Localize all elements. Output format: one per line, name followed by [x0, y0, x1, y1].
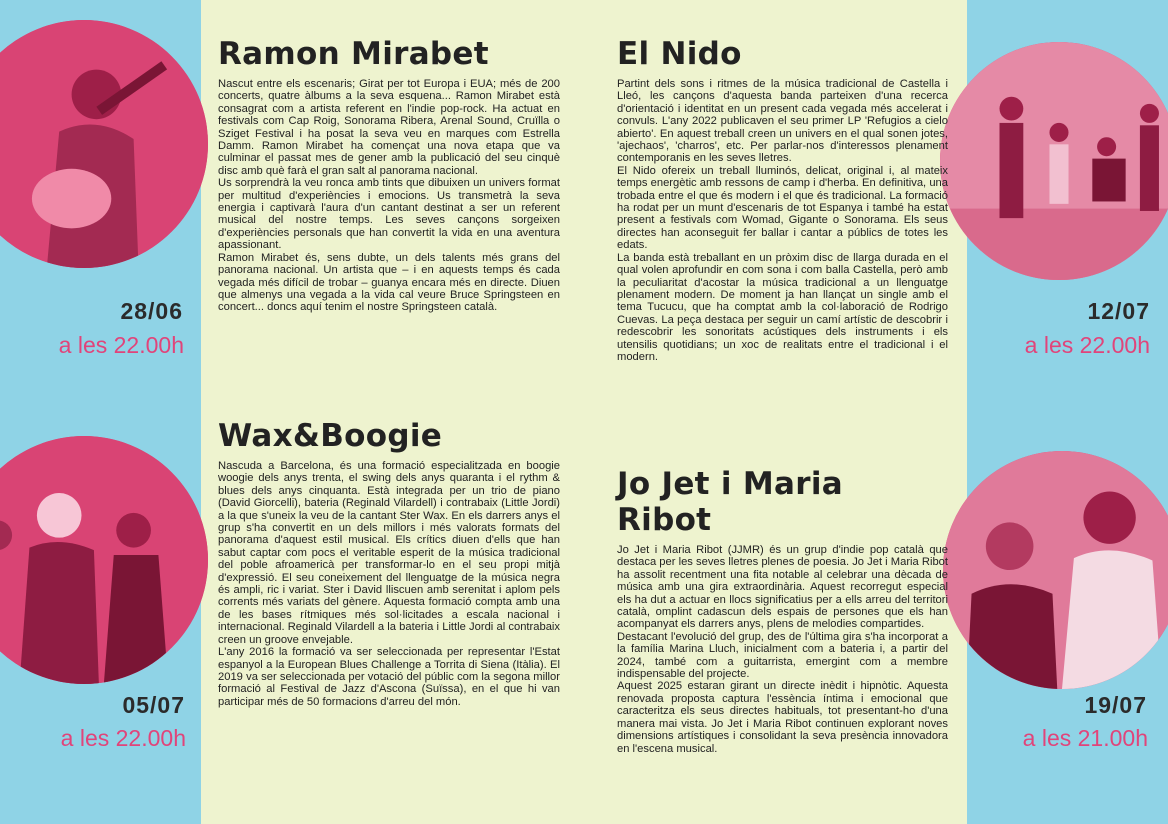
date-jo-jet: 19/07 — [1084, 692, 1147, 718]
ramon-mirabet-photo — [0, 20, 208, 268]
article-title: Ramon Mirabet — [218, 36, 489, 72]
article-title: Jo Jet i Maria Ribot — [617, 466, 844, 538]
article-ramon-mirabet — [218, 36, 560, 314]
time-wax-boogie: a les 22.00h — [60, 725, 186, 751]
date-el-nido: 12/07 — [1087, 298, 1150, 324]
article-title: El Nido — [617, 36, 742, 72]
wax-boogie-photo — [0, 436, 208, 684]
el-nido-photo — [940, 42, 1168, 280]
time-ramon-mirabet: a les 22.00h — [58, 332, 184, 358]
article-paragraph: L'any 2016 la formació va ser seleccionada per representar l'Estat espanyol a la European Blues Challenge a Torrita di Siena (Itàlia). El 2019 va ser seleccionada per votació del públic com la segona millor formació al Festival de Jazz d'Ascona (Suïssa), en el que hi van participar més de 50 formacions d'arreu del món. — [218, 646, 560, 708]
article-paragraph: La banda està treballant en un pròxim disc de llarga durada en el qual volen aprofundir en com sona i com balla Castella, però amb la peculiaritat d'acostar la música tradicional a un llenguatge plenament modern. De moment ja han llançat un single amb el tema Tucucu, que ha comptat amb la col·laboració de Rodrigo Cuevas. La peça destaca per seguir un camí artístic de descobrir i redescobrir les sonoritats acústiques dels instruments i els utensilis quotidians; un xoc de realitats entre el tradicional i el modern. — [617, 251, 948, 363]
article-wax-boogie — [218, 418, 560, 708]
article-jo-jet-maria-ribot — [617, 466, 948, 755]
article-el-nido — [617, 36, 948, 363]
article-paragraph: Aquest 2025 estaran girant un directe inèdit i hipnòtic. Aquesta renovada proposta captura l'essència íntima i emocional que caracteritza els seus directes habituals, tot presentant-ho d'una manera mai vista. Jo Jet i Maria Ribot continuen explorant noves dimensions artístiques i consolidant la seva presència innovadora en l'escena musical. — [617, 680, 948, 755]
time-el-nido: a les 22.00h — [1024, 332, 1150, 358]
article-paragraph: Partint dels sons i ritmes de la música tradicional de Castella i Lleó, les cançons d'aquesta banda parteixen d'una recerca d'orientació i identitat en un present cada vegada més accelerat i convuls. L'any 2022 publicaven el seu primer LP 'Refugios a cielo abierto'. En aquest treball creen un univers en el qual sonen jotes, 'ajechaos', 'charros', etc. Per parlar-nos d'interessos plenament contemporanis en les seves lletres. — [617, 78, 948, 165]
article-paragraph: Nascut entre els escenaris; Girat per tot Europa i EUA; més de 200 concerts, quatre àlbums a la seva esquena... Ramon Mirabet està consagrat com a artista referent en l'indie pop-rock. Ha actuat en festivals com Cap Roig, Sonorama Ribera, Arenal Sound, Cruïlla o Sziget Festival i ha posat la seva veu en marques com Estrella Damm. Ramon Mirabet ha començat una nova etapa que va culminar el passat mes de gener amb la publicació del seu cinquè disc amb què farà el gran salt al panorama nacional. — [218, 78, 560, 177]
article-paragraph: Destacant l'evolució del grup, des de l'última gira s'ha incorporat a la família Marina Lluch, inicialment com a bateria i, a partir del 2024, també com a guitarrista, emergint com a membre indispensable del projecte. — [617, 630, 948, 681]
article-paragraph: Ramon Mirabet és, sens dubte, un dels talents més grans del panorama nacional. Un artista que – i en aquests temps és cada vegada més difícil de trobar – guanya encara més en directe. Diuen que almenys una vegada a la vida cal veure Bruce Springsteen en concert... doncs aquí tenim el nostre Springsteen català. — [218, 251, 560, 314]
article-paragraph: Us sorprendrà la veu ronca amb tints que dibuixen un univers format per multitud d'experiències i emocions. Us transmetrà la seva energia i captivarà l'aura d'un cantant destinat a ser un referent musical del nostre temps. Les seves cançons sorgeixen d'experiències personals que han convertit la vida en una aventura apassionant. — [218, 177, 560, 252]
article-title: Wax&Boogie — [218, 418, 443, 454]
jo-jet-maria-ribot-photo — [943, 451, 1168, 689]
date-ramon-mirabet: 28/06 — [120, 298, 183, 324]
article-paragraph: Nascuda a Barcelona, és una formació especialitzada en boogie woogie dels anys trenta, el swing dels anys quaranta i el rythm & blues dels anys cinquanta. Està integrada per un trio de piano (David Giorcelli), bateria (Reginald Vilardell) i contrabaix (Little Jordi) a la que s'uneix la veu de la cantant Ster Wax. En els darrers anys el grup s'ha convertit en un dels millors i més valorats formats del panorama d'aquest estil musical. Els crítics diuen d'ells que han sabut captar com pocs el veritable esperit de la música tradicional del poble afroamericà per transformar-lo en el seu propi mitjà d'expressió. El seu coneixement del llenguatge de la música negra és ampli, ric i variat. Ster i David lliscuen amb serenitat i aplom pels corrents més variats del gènere. Aquesta formació compta amb una de les bases rítmiques més sol·licitades a escala nacional i internacional. Reginald Vilardell a la bateria i Little Jordi al contrabaix creen un groove envejable. — [218, 460, 560, 646]
date-wax-boogie: 05/07 — [122, 692, 185, 718]
time-jo-jet: a les 21.00h — [1022, 725, 1148, 751]
article-paragraph: Jo Jet i Maria Ribot (JJMR) és un grup d'indie pop català que destaca per les seves lletres plenes de poesia. Jo Jet i Maria Ribot ha assolit recentment una fita notable al celebrar una dècada de música amb una gira extraordinària. Aquest recorregut especial els ha dut a actuar en llocs significatius per a ells arreu del territori català, omplint cadascun dels espais de persones que els han acompanyat els darrers anys, plens de melodies compartides. — [617, 544, 948, 631]
article-paragraph: El Nido ofereix un treball lluminós, delicat, original i, al mateix temps energètic amb ressons de camp i d'herba. En definitiva, una trobada entre el que és modern i el que és tradicional. La formació ha rodat per un munt d'escenaris de tot Espanya i també ha estat present a festivals com Womad, Gigante o Sonorama. Els seus directes han aconseguit fer ballar i cantar a públics de totes les edats. — [617, 164, 948, 252]
